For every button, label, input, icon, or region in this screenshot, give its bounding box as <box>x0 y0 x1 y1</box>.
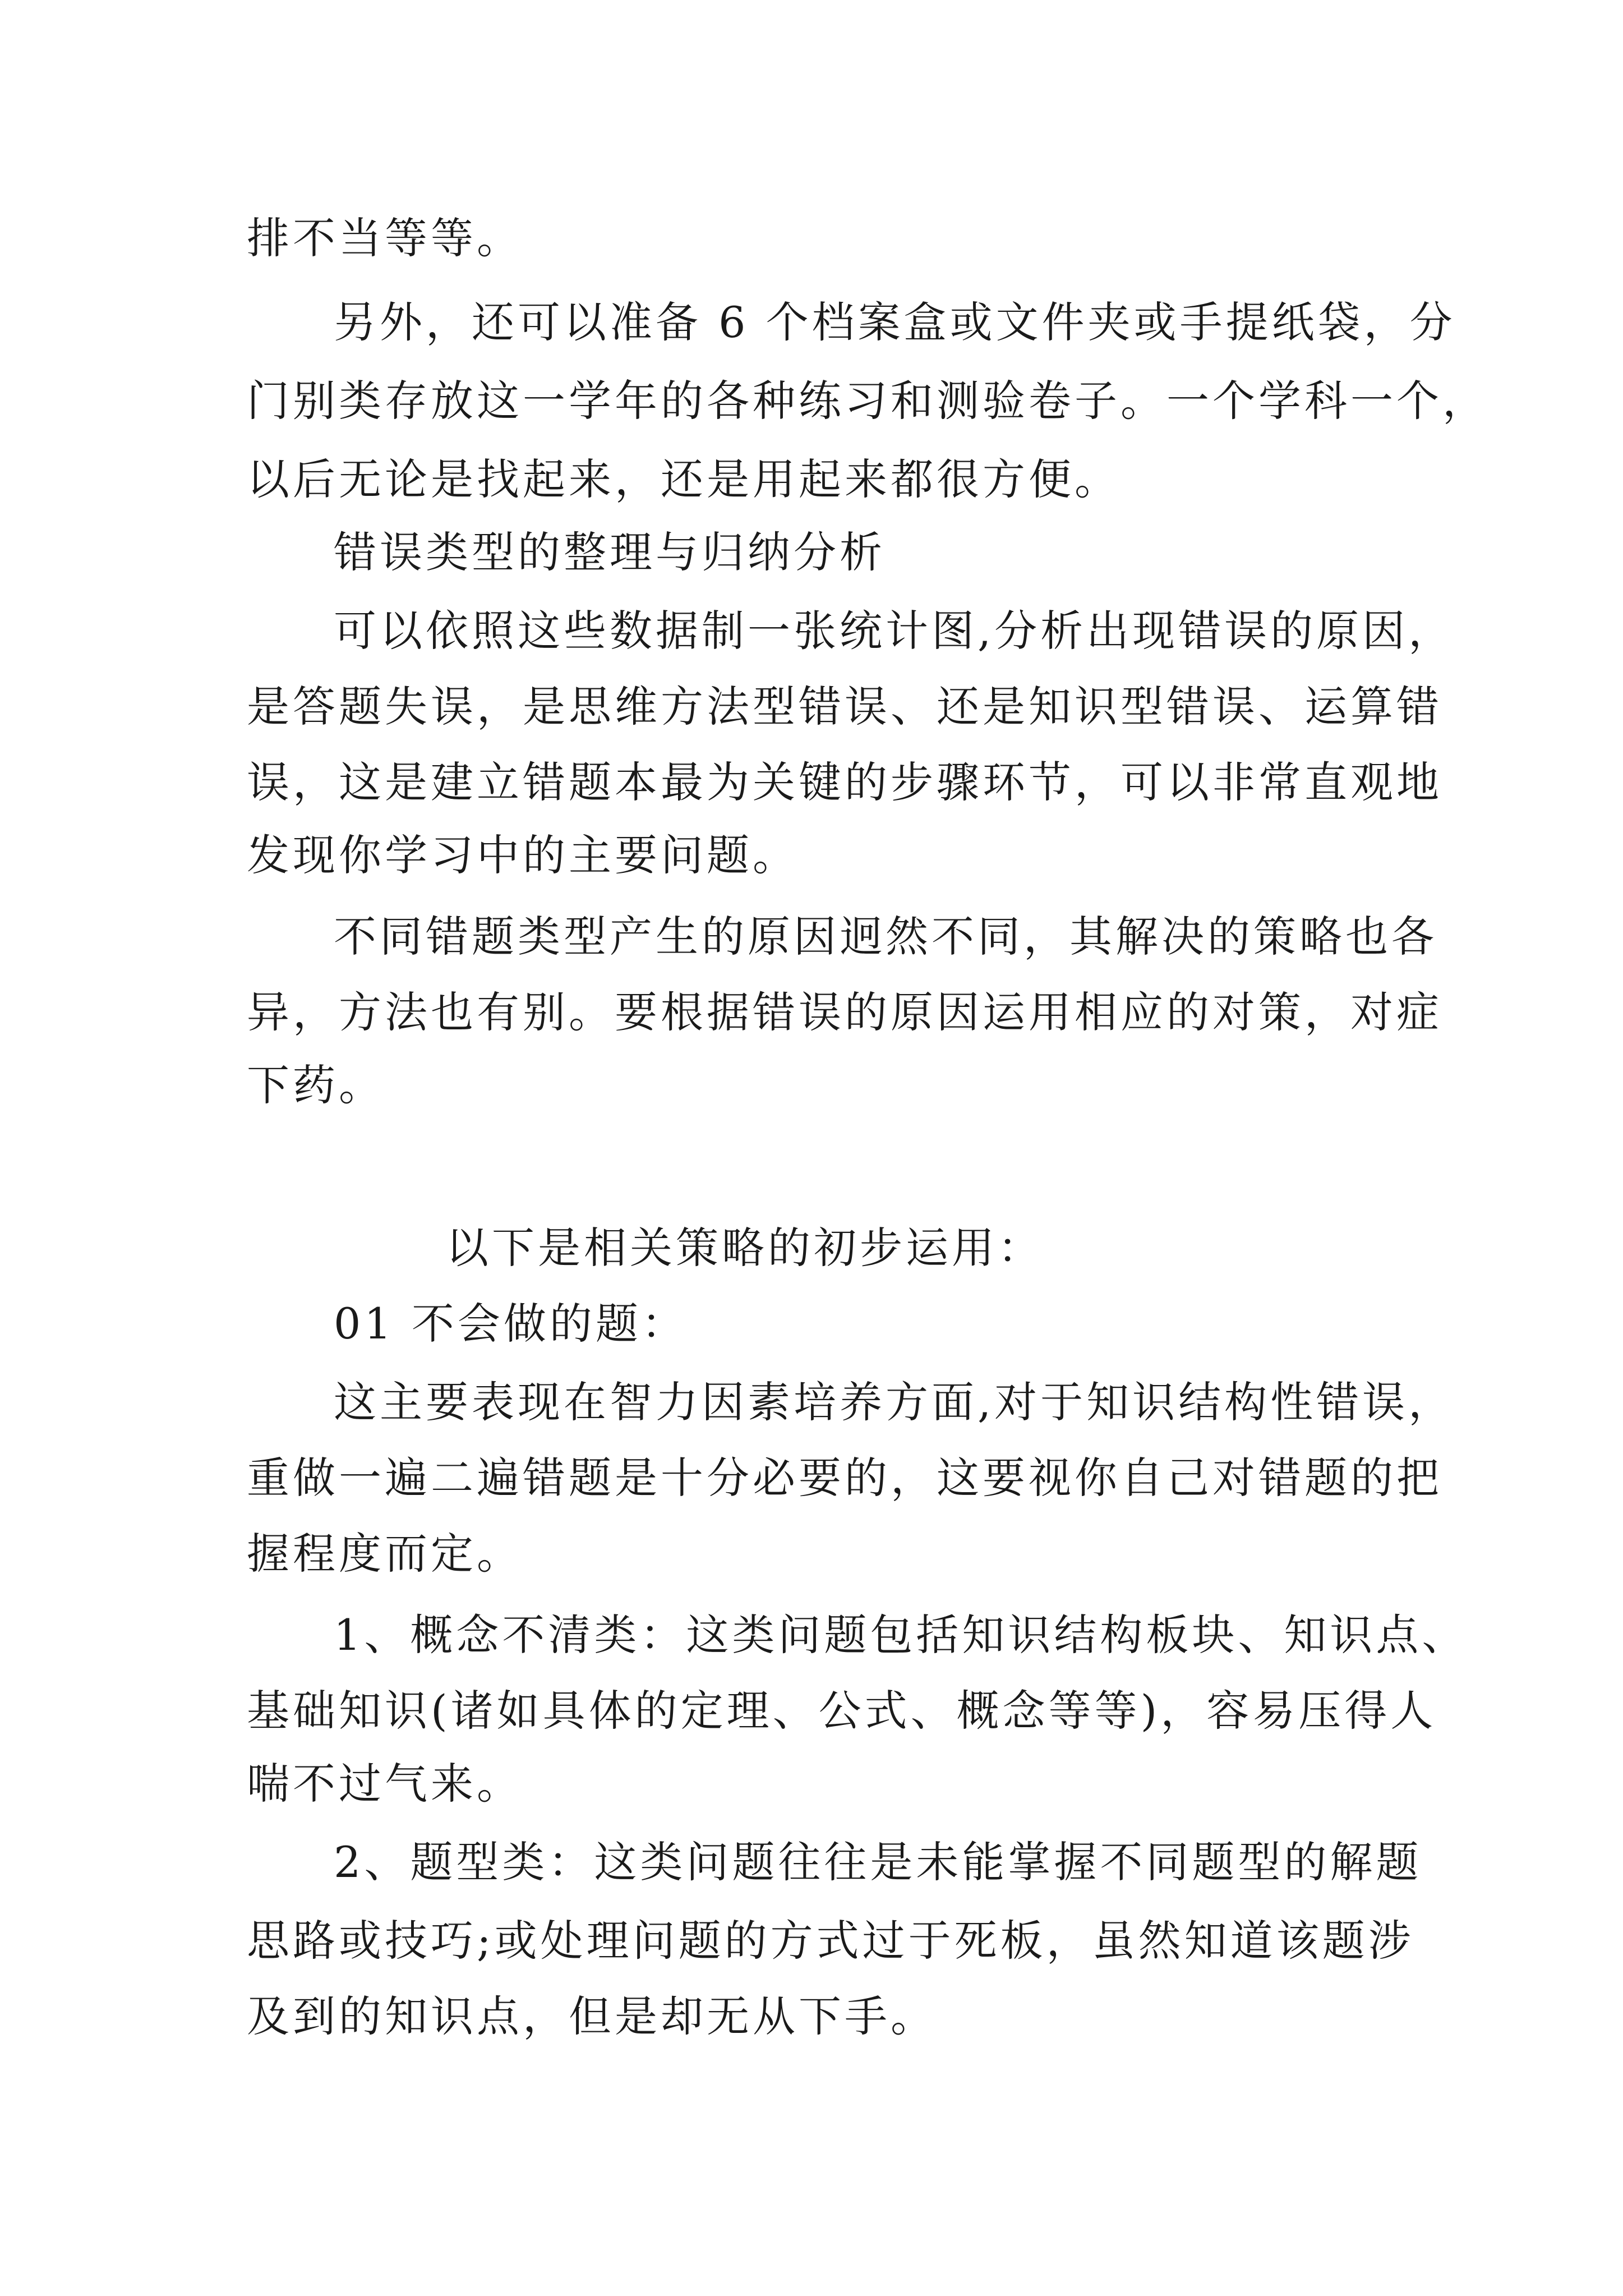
text-line: 另外，还可以准备 6 个档案盒或文件夹或手提纸袋，分 <box>334 297 1456 347</box>
text-line: 异，方法也有别。要根据错误的原因运用相应的对策，对症 <box>247 987 1442 1037</box>
section-heading: 01 不会做的题： <box>334 1299 688 1349</box>
text-line: 基础知识(诸如具体的定理、公式、概念等等)，容易压得人 <box>247 1686 1437 1736</box>
text-line: 握程度而定。 <box>247 1529 523 1579</box>
text-line: 不同错题类型产生的原因迥然不同，其解决的策略也各 <box>334 912 1437 961</box>
text-line: 这主要表现在智力因素培养方面,对于知识结构性错误， <box>334 1377 1455 1427</box>
text-line: 发现你学习中的主要问题。 <box>247 830 799 880</box>
text-line: 门别类存放这一学年的各种练习和测验卷子。一个学科一个， <box>247 376 1488 426</box>
text-line: 是答题失误，是思维方法型错误、还是知识型错误、运算错 <box>247 682 1442 731</box>
section-heading: 错误类型的整理与归纳分析 <box>334 527 886 577</box>
text-line: 2、题型类：这类问题往往是未能掌握不同题型的解题 <box>334 1837 1422 1887</box>
text-line: 排不当等等。 <box>247 213 523 263</box>
text-line: 及到的知识点，但是却无从下手。 <box>247 1991 937 2041</box>
text-line: 重做一遍二遍错题是十分必要的，这要视你自己对错题的把 <box>247 1453 1442 1503</box>
text-line: 喘不过气来。 <box>247 1759 523 1809</box>
text-line: 以后无论是找起来，还是用起来都很方便。 <box>247 454 1121 504</box>
text-line: 误，这是建立错题本最为关键的步骤环节，可以非常直观地 <box>247 757 1442 807</box>
text-line: 下药。 <box>247 1060 385 1110</box>
text-line: 可以依照这些数据制一张统计图,分析出现错误的原因， <box>334 606 1455 656</box>
text-line: 思路或技巧;或处理问题的方式过于死板，虽然知道该题涉 <box>247 1916 1414 1966</box>
section-heading: 以下是相关策略的初步运用： <box>446 1223 1044 1273</box>
text-line: 1、概念不清类：这类问题包括知识结构板块、知识点、 <box>334 1610 1468 1660</box>
